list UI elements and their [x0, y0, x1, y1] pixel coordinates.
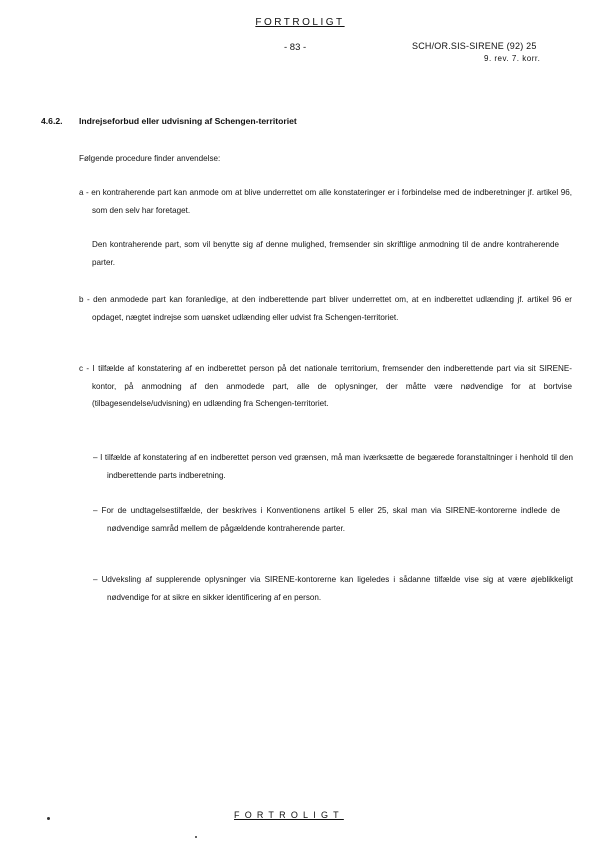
revision-note: 9. rev. 7. korr. — [484, 54, 541, 63]
scan-speck — [47, 817, 50, 820]
classification-header: FORTROLIGT — [255, 17, 345, 28]
list-item-a-note: Den kontraherende part, som vil benytte sig af denne mulighed, fremsender sin skriftlige anmodning til de andre kontraherende parter. — [92, 240, 559, 267]
list-item-c: c - I tilfælde af konstatering af en indberettet person på det nationale territorium, fremsender den indberettende part via sit SIRENE-kontor, på anmodning af den anmodede part, alle de oplysninger, der måtte være nødvendige for at bortvise (tilbagesendelse/udvisning) en udlænding fra Schengen-territoriet. — [79, 364, 572, 408]
section-title: Indrejseforbud eller udvisning af Schengen-territoriet — [79, 116, 297, 126]
section-number: 4.6.2. — [41, 116, 63, 126]
document-reference: SCH/OR.SIS-SIRENE (92) 25 — [412, 41, 537, 51]
page-number: - 83 - — [284, 42, 307, 53]
intro-paragraph: Følgende procedure finder anvendelse: — [79, 154, 221, 163]
classification-footer: FORTROLIGT — [234, 810, 344, 820]
section-heading — [41, 116, 297, 126]
list-item-a: a - en kontraherende part kan anmode om at blive underrettet om alle konstateringer er i forbindelse med de indberetninger jf. artikel 96, som den selv har foretaget. — [79, 188, 572, 215]
list-item-b: b - den anmodede part kan foranledige, at den indberettende part bliver underrettet om, at en indberettet udlænding jf. artikel 96 er opdaget, nægtet indrejse som uønsket udlænding eller udvist fra Schengen-territoriet. — [79, 295, 572, 322]
dash-item-border: – I tilfælde af konstatering af en indberettet person ved grænsen, må man iværksætte de begærede foranstaltninger i henhold til den indberettende parts indberetning. — [93, 453, 573, 480]
dash-item-exchange: – Udveksling af supplerende oplysninger via SIRENE-kontorerne kan ligeledes i sådanne tilfælde vise sig at være øjeblikkeligt nødvendige for at sikre en sikker identificering af en person. — [93, 575, 573, 602]
scan-speck — [195, 836, 197, 838]
dash-item-exceptions: – For de undtagelsestilfælde, der beskrives i Konventionens artikel 5 eller 25, skal man via SIRENE-kontorerne indlede de nødvendige samråd mellem de pågældende kontraherende parter. — [93, 506, 560, 533]
